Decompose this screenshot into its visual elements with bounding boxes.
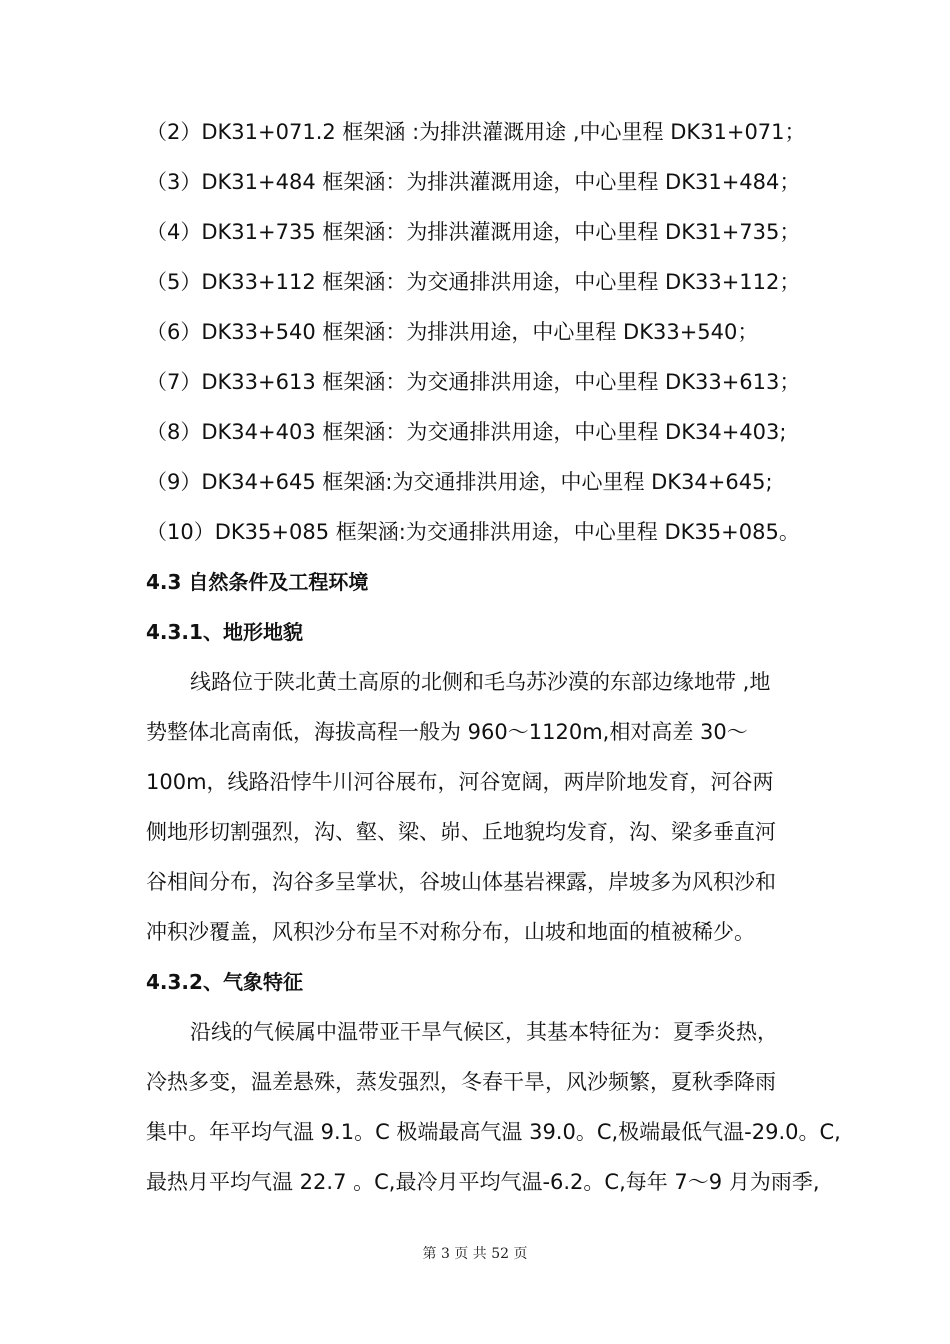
paragraph-line: 谷相间分布，沟谷多呈掌状，谷坡山体基岩裸露，岸坡多为风积沙和: [146, 870, 776, 894]
subsection-heading: 4.3.2、气象特征: [146, 970, 303, 994]
section-heading: 4.3 自然条件及工程环境: [146, 570, 369, 594]
list-item: （4）DK31+735 框架涵：为排洪灌溉用途，中心里程 DK31+735；: [146, 220, 801, 244]
list-item: （3）DK31+484 框架涵：为排洪灌溉用途，中心里程 DK31+484；: [146, 170, 801, 194]
list-item: （2）DK31+071.2 框架涵 :为排洪灌溉用途 ,中心里程 DK31+071；: [146, 120, 806, 144]
paragraph-line: 冲积沙覆盖，风积沙分布呈不对称分布，山坡和地面的植被稀少。: [146, 920, 755, 944]
paragraph-line: 集中。年平均气温 9.1。C 极端最高气温 39.0。C,极端最低气温-29.0。C,: [146, 1120, 841, 1144]
subsection-heading: 4.3.1、地形地貌: [146, 620, 303, 644]
list-item: （8）DK34+403 框架涵：为交通排洪用途，中心里程 DK34+403;: [146, 420, 787, 444]
list-item: （6）DK33+540 框架涵：为排洪用途，中心里程 DK33+540；: [146, 320, 759, 344]
paragraph-line: 冷热多变，温差悬殊，蒸发强烈，冬春干旱，风沙频繁，夏秋季降雨: [146, 1070, 776, 1094]
paragraph-line: 侧地形切割强烈，沟、壑、梁、峁、丘地貌均发育，沟、梁多垂直河: [146, 820, 776, 844]
paragraph-line: 100m，线路沿悖牛川河谷展布，河谷宽阔，两岸阶地发育，河谷两: [146, 770, 774, 794]
paragraph-line: 势整体北高南低，海拔高程一般为 960～1120m,相对高差 30～: [146, 720, 748, 744]
list-item: （7）DK33+613 框架涵：为交通排洪用途，中心里程 DK33+613；: [146, 370, 801, 394]
list-item: （9）DK34+645 框架涵:为交通排洪用途，中心里程 DK34+645;: [146, 470, 773, 494]
paragraph-line: 沿线的气候属中温带亚干旱气候区，其基本特征为：夏季炎热，: [190, 1020, 778, 1044]
paragraph-line: 最热月平均气温 22.7 。C,最冷月平均气温-6.2。C,每年 7～9 月为雨季,: [146, 1170, 820, 1194]
paragraph-line: 线路位于陕北黄土高原的北侧和毛乌苏沙漠的东部边缘地带 ,地: [190, 670, 771, 694]
list-item: （5）DK33+112 框架涵：为交通排洪用途，中心里程 DK33+112；: [146, 270, 801, 294]
page-number-footer: 第 3 页 共 52 页: [422, 1246, 528, 1262]
list-item: （10）DK35+085 框架涵:为交通排洪用途，中心里程 DK35+085。: [146, 520, 800, 544]
